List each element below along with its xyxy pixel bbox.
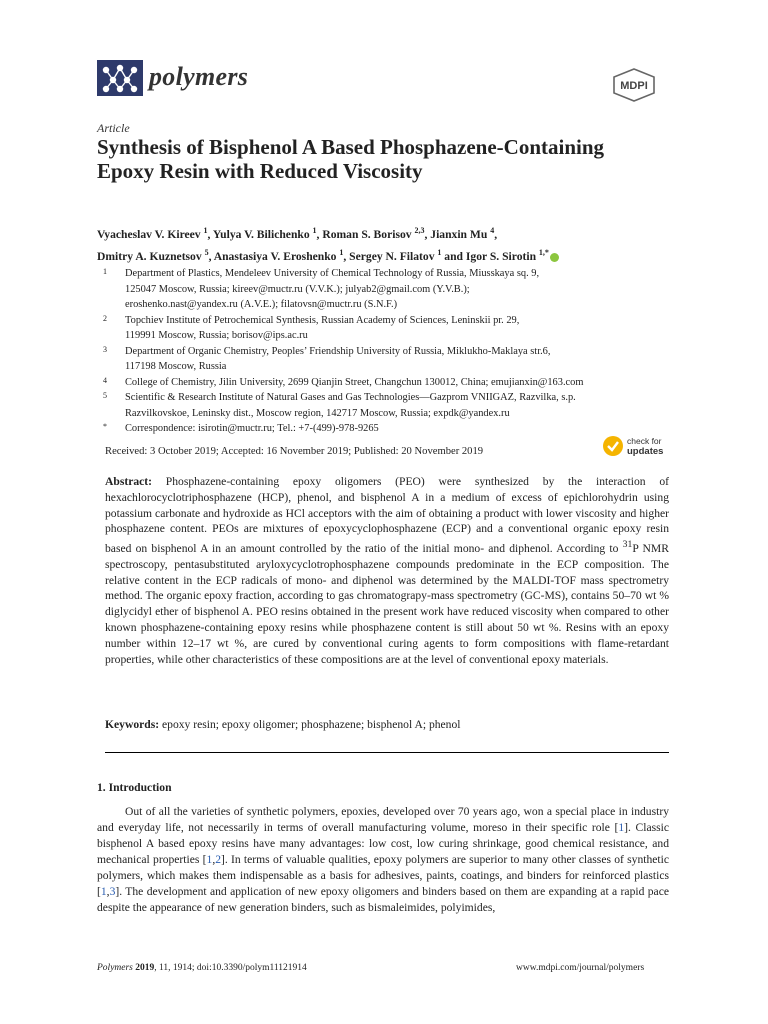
introduction-paragraph: Out of all the varieties of synthetic polymers, epoxies, developed over 70 years ago, won a special place in industry and everyday life, not necessarily in terms of overall manufacturing volume, moreso in their specific role [1]. Classic bisphenol A based epoxy resins have many advantages: low cost, low curing shrinkage, good chemical resistance, and mechanical properties [1,2]. In terms of valuable qualities, epoxy polymers are superior to many other classes of synthetic polymers, which makes them indispensable as a basis for adhesives, paints, coatings, and binders for reinforced plastics [1,3]. The development and application of new epoxy oligomers and binders based on them are expanding at a rapid pace despite the appearance of new generation binders, such as bismaleimides, polyimides, bbox=[97, 805, 669, 914]
author-name: Vyacheslav V. Kireev bbox=[97, 227, 204, 241]
affiliation-line: College of Chemistry, Jilin University, 2699 Qianjin Street, Changchun 130012, China; emujianxin@163.com bbox=[125, 376, 584, 388]
abstract-sup: 31 bbox=[622, 539, 633, 551]
citation-link[interactable]: 1 bbox=[618, 821, 625, 834]
intro-text-2: ]. Classic bisphenol A based epoxy resins have many advantages: low cost, low curing shrinkage, good chemical resistance, and mechanical properties [ bbox=[97, 821, 669, 866]
affiliation-number: 4 bbox=[103, 375, 107, 385]
affiliation-line: 117198 Moscow, Russia bbox=[125, 361, 227, 372]
author-name: Igor S. Sirotin bbox=[465, 249, 539, 263]
mdpi-logo-icon bbox=[612, 68, 656, 102]
keywords bbox=[105, 718, 669, 731]
intro-text-4: ]. The development and application of new epoxy oligomers and binders based on them are expanding at a rapid pace despite the appearance of new generation binders, such as bismaleimides, polyimides, bbox=[97, 885, 669, 914]
citation-link[interactable]: 2 bbox=[215, 853, 222, 866]
keywords-label: Keywords: bbox=[105, 718, 160, 731]
footer-details: , 11, 1914; doi:10.3390/polym11121914 bbox=[154, 963, 307, 973]
intro-text-3: ]. In terms of valuable qualities, epoxy polymers are superior to many other classes of synthetic polymers, which makes them indispensable as a basis for adhesives, paints, coatings, and binders for reinforced plastics [ bbox=[97, 853, 669, 898]
affiliation-number: 1 bbox=[103, 267, 107, 276]
affiliation-item bbox=[103, 375, 673, 391]
polymers-logo-icon bbox=[97, 60, 143, 96]
author-separator: , bbox=[343, 249, 350, 263]
affiliation-line: Department of Organic Chemistry, Peoples’ Friendship University of Russia, Miklukho-Maklaya str.6, bbox=[125, 345, 551, 357]
author-separator: and bbox=[441, 249, 466, 263]
section-heading-introduction: 1. Introduction bbox=[97, 781, 172, 794]
check-updates-line2: updates bbox=[627, 446, 664, 457]
affiliation-line: Topchiev Institute of Petrochemical Synthesis, Russian Academy of Sciences, Leninskii pr. 29, bbox=[125, 314, 520, 326]
check-updates-icon bbox=[601, 434, 625, 460]
citation-link[interactable]: 3 bbox=[109, 885, 116, 898]
affiliation-item bbox=[103, 390, 673, 421]
affiliation-number: 3 bbox=[103, 344, 107, 354]
author-separator: , bbox=[424, 227, 431, 241]
affiliation-line: 119991 Moscow, Russia; borisov@ips.ac.ru bbox=[125, 330, 308, 341]
author-separator: , bbox=[316, 227, 323, 241]
author-separator: , bbox=[207, 227, 213, 241]
author-name: Sergey N. Filatov bbox=[349, 249, 438, 263]
citation-link[interactable]: 1 bbox=[100, 885, 107, 898]
author-name: Anastasiya V. Eroshenko bbox=[213, 249, 340, 263]
affiliation-item bbox=[103, 344, 673, 375]
author-list bbox=[97, 222, 677, 266]
paper-title: Synthesis of Bisphenol A Based Phosphazene-Containing Epoxy Resin with Reduced Viscosity bbox=[97, 135, 605, 183]
affiliation-line: Correspondence: isirotin@muctr.ru; Tel.: +7-(499)-978-9265 bbox=[125, 423, 379, 434]
author-affiliation-mark: 1 bbox=[203, 226, 208, 235]
intro-text-1: Out of all the varieties of synthetic polymers, epoxies, developed over 70 years ago, won a special place in industry and everyday life, not necessarily in terms of overall manufacturing volume, moreso in their specific role [ bbox=[97, 805, 669, 834]
abstract-text-b: P NMR spectroscopy, pentasubstituted aryloxycyclotrophosphazene compounds predominate in the ECP composition. The relative content in the ECP radicals of mono- and diphenol was determined by the MALDI-TOF mass spectrometry method. The organic epoxy fraction, according to gas chromatograpy-mass spectrometry (GC-MS), contains 50–70 wt % diglycidyl ether of bisphenol A. PEO resins obtained in the present work have reduced viscosity when compared to other known phosphazene-containing epoxy resins while phosphazene content is still about 50 wt %. Resins with an epoxy number within 12–17 wt %, are cured by conventional curing agents to form compositions with flame-retardant properties, while other characteristics of these compositions are at the level of conventional epoxy materials. bbox=[105, 542, 669, 666]
affiliation-line: Department of Plastics, Mendeleev University of Chemical Technology of Russia, Miusskaya sq. 9, bbox=[125, 268, 540, 279]
author-name: Roman S. Borisov bbox=[322, 227, 415, 241]
affiliation-line: Scientific & Research Institute of Natural Gases and Gas Technologies—Gazprom VNIIGAZ, Razvilka, s.p. bbox=[125, 392, 576, 403]
journal-name: polymers bbox=[149, 62, 249, 91]
author-affiliation-mark: 1 bbox=[339, 247, 344, 257]
author-affiliation-mark: 1 bbox=[312, 226, 317, 235]
footer-year: 2019 bbox=[135, 963, 155, 973]
affiliation-line: Razvilkovskoe, Leninsky dist., Moscow region, 142717 Moscow, Russia; expdk@yandex.ru bbox=[125, 407, 510, 419]
affiliation-line: 125047 Moscow, Russia; kireev@muctr.ru (V.V.K.); julyab2@gmail.com (Y.V.B.); bbox=[125, 283, 470, 295]
author-name: Dmitry A. Kuznetsov bbox=[97, 249, 205, 263]
footer-citation bbox=[97, 963, 307, 973]
affiliation-line: eroshenko.nast@yandex.ru (A.V.E.); filatovsn@muctr.ru (S.N.F.) bbox=[125, 299, 398, 310]
affiliation-number: * bbox=[103, 422, 107, 431]
affiliation-number: 2 bbox=[103, 313, 107, 323]
check-for-updates-button[interactable] bbox=[601, 434, 671, 462]
footer-journal: Polymers bbox=[97, 963, 133, 973]
section-divider bbox=[105, 752, 669, 753]
author-line-1 bbox=[97, 222, 677, 244]
publication-dates: Received: 3 October 2019; Accepted: 16 November 2019; Published: 20 November 2019 bbox=[105, 446, 484, 457]
article-type: Article bbox=[97, 121, 130, 135]
affiliation-item bbox=[103, 313, 673, 344]
affiliation-item bbox=[103, 266, 673, 313]
orcid-icon[interactable] bbox=[550, 253, 559, 262]
author-separator: , bbox=[494, 227, 498, 241]
affiliations bbox=[103, 266, 673, 437]
affiliation-item bbox=[103, 421, 673, 437]
citation-link[interactable]: 1 bbox=[206, 853, 213, 866]
author-affiliation-mark: 1,* bbox=[538, 247, 549, 257]
publisher-name: MDPI bbox=[620, 80, 648, 92]
check-updates-line1: check for bbox=[627, 436, 662, 446]
author-line-2 bbox=[97, 244, 677, 266]
author-affiliation-mark: 4 bbox=[490, 226, 495, 235]
keywords-text: epoxy resin; epoxy oligomer; phosphazene; bisphenol A; phenol bbox=[162, 718, 461, 731]
footer-journal-url[interactable]: www.mdpi.com/journal/polymers bbox=[516, 963, 645, 973]
author-affiliation-mark: 1 bbox=[437, 247, 442, 257]
affiliation-number: 5 bbox=[103, 391, 107, 400]
author-name: Yulya V. Bilichenko bbox=[212, 227, 313, 241]
author-separator: , bbox=[208, 249, 214, 263]
author-affiliation-mark: 5 bbox=[204, 247, 209, 257]
author-name: Jianxin Mu bbox=[430, 227, 491, 241]
abstract-label: Abstract: bbox=[105, 475, 153, 488]
abstract bbox=[105, 474, 669, 667]
abstract-text-a: Phosphazene-containing epoxy oligomers (PEO) were synthesized by the interaction of hexachlorocyclotriphosphazene (HCP), phenol, and bisphenol A in a medium of excess of epichlorohydrin using potassium carbonate and hydroxide as HCl acceptors with the aim of obtaining a product with lower viscosity and higher phosphazene content. PEOs are mixtures of epoxycyclophosphazene (ECP) and a conventional organic epoxy resin based on bisphenol A in an amount controlled by the ratio of the initial mono- and diphenol. According to bbox=[105, 475, 669, 556]
author-affiliation-mark: 2,3 bbox=[414, 226, 425, 235]
